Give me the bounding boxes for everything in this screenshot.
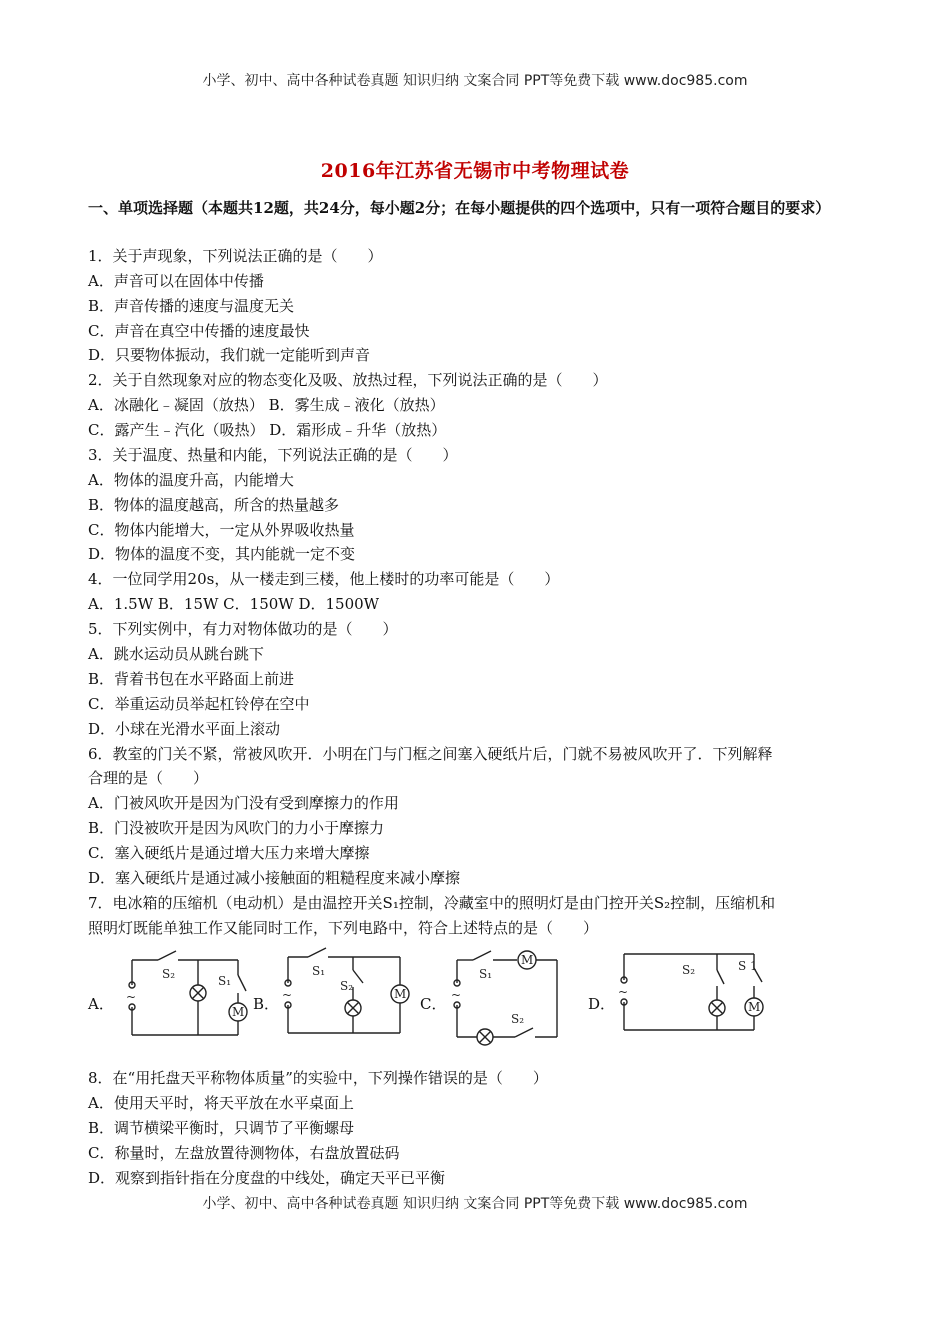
switch-label-s1-c: S₁ bbox=[479, 967, 493, 981]
page-footer: 小学、初中、高中各种试卷真题 知识归纳 文案合同 PPT等免费下载 www.doc985.com bbox=[202, 1196, 748, 1212]
q7-stem: 7．电冰箱的压缩机（电动机）是由温控开关S₁控制，冷藏室中的照明灯是由门控开关S₂控制，压缩机和 bbox=[88, 894, 776, 912]
q1-option-a: A．声音可以在固体中传播 bbox=[88, 272, 264, 290]
motor-label-b: M bbox=[394, 987, 407, 1001]
q5-option-c: C．举重运动员举起杠铃停在空中 bbox=[88, 695, 310, 713]
switch-label-s2-d: S₂ bbox=[682, 963, 696, 977]
q6-option-c: C．塞入硬纸片是通过增大压力来增大摩擦 bbox=[88, 844, 370, 862]
page-header: 小学、初中、高中各种试卷真题 知识归纳 文案合同 PPT等免费下载 www.doc985.com bbox=[202, 73, 748, 89]
q8-option-d: D．观察到指针指在分度盘的中线处，确定天平已平衡 bbox=[88, 1169, 446, 1187]
q8-option-c: C．称量时，左盘放置待测物体，右盘放置砝码 bbox=[88, 1144, 400, 1162]
q1-option-c: C．声音在真空中传播的速度最快 bbox=[88, 322, 310, 340]
switch-label-s1-d: S 1 bbox=[738, 959, 758, 973]
circuit-diagram-b bbox=[278, 945, 413, 1050]
circuit-label-c: C． bbox=[420, 995, 447, 1013]
circuit-diagram-a bbox=[118, 945, 253, 1050]
ac-source-symbol-d: ~ bbox=[618, 985, 629, 999]
section-heading: 一、单项选择题（本题共12题，共24分，每小题2分；在每小题提供的四个选项中，只有一项符合题目的要求） bbox=[88, 199, 831, 217]
motor-label-d: M bbox=[748, 1000, 761, 1014]
q1-option-d: D．只要物体振动，我们就一定能听到声音 bbox=[88, 346, 371, 364]
q3-stem: 3．关于温度、热量和内能，下列说法正确的是（ ） bbox=[88, 446, 458, 464]
switch-label-s2-c: S₂ bbox=[511, 1012, 525, 1026]
ac-source-symbol-c: ~ bbox=[451, 988, 462, 1002]
q5-option-d: D．小球在光滑水平面上滚动 bbox=[88, 720, 281, 738]
q3-option-c: C．物体内能增大，一定从外界吸收热量 bbox=[88, 521, 355, 539]
q6-option-d: D．塞入硬纸片是通过减小接触面的粗糙程度来减小摩擦 bbox=[88, 869, 461, 887]
switch-label-s2-a: S₂ bbox=[162, 967, 176, 981]
q4-options: A．1.5W B．15W C．150W D．1500W bbox=[88, 595, 380, 613]
switch-label-s1-a: S₁ bbox=[218, 974, 232, 988]
q6-option-b: B．门没被吹开是因为风吹门的力小于摩擦力 bbox=[88, 819, 385, 837]
circuit-label-d: D． bbox=[588, 995, 616, 1013]
q5-stem: 5．下列实例中，有力对物体做功的是（ ） bbox=[88, 620, 398, 638]
ac-source-symbol-a: ~ bbox=[126, 990, 137, 1004]
switch-label-s2-b: S₂ bbox=[340, 979, 354, 993]
circuit-diagram-d bbox=[612, 942, 772, 1047]
q6-stem: 6．教室的门关不紧，常被风吹开．小明在门与门框之间塞入硬纸片后，门就不易被风吹开了．下列解释 bbox=[88, 745, 773, 763]
q3-option-b: B．物体的温度越高，所含的热量越多 bbox=[88, 496, 340, 514]
exam-title: 2016年江苏省无锡市中考物理试卷 bbox=[320, 160, 630, 182]
q4-stem: 4．一位同学用20s，从一楼走到三楼，他上楼时的功率可能是（ ） bbox=[88, 570, 560, 588]
motor-label-c: M bbox=[521, 953, 534, 967]
q2-options-cd: C．露产生﹣汽化（吸热） D．霜形成﹣升华（放热） bbox=[88, 421, 447, 439]
ac-source-symbol-b: ~ bbox=[282, 988, 293, 1002]
switch-label-s1-b: S₁ bbox=[312, 964, 326, 978]
q7-stem-cont: 照明灯既能单独工作又能同时工作，下列电路中，符合上述特点的是（ ） bbox=[88, 919, 599, 937]
circuit-label-a: A． bbox=[88, 995, 114, 1013]
q5-option-b: B．背着书包在水平路面上前进 bbox=[88, 670, 295, 688]
q8-option-a: A．使用天平时，将天平放在水平桌面上 bbox=[88, 1094, 354, 1112]
circuit-diagram-c bbox=[445, 945, 580, 1050]
motor-label-a: M bbox=[232, 1005, 245, 1019]
q1-option-b: B．声音传播的速度与温度无关 bbox=[88, 297, 295, 315]
q2-stem: 2．关于自然现象对应的物态变化及吸、放热过程，下列说法正确的是（ ） bbox=[88, 371, 608, 389]
q5-option-a: A．跳水运动员从跳台跳下 bbox=[88, 645, 264, 663]
q3-option-d: D．物体的温度不变，其内能就一定不变 bbox=[88, 545, 356, 563]
q2-options-ab: A．冰融化﹣凝固（放热） B．雾生成﹣液化（放热） bbox=[88, 396, 445, 414]
q1-stem: 1．关于声现象，下列说法正确的是（ ） bbox=[88, 247, 383, 265]
q8-option-b: B．调节横梁平衡时，只调节了平衡螺母 bbox=[88, 1119, 355, 1137]
q6-option-a: A．门被风吹开是因为门没有受到摩擦力的作用 bbox=[88, 794, 399, 812]
q6-stem-cont: 合理的是（ ） bbox=[88, 769, 209, 787]
q8-stem: 8．在“用托盘天平称物体质量”的实验中，下列操作错误的是（ ） bbox=[88, 1069, 548, 1087]
q3-option-a: A．物体的温度升高，内能增大 bbox=[88, 471, 294, 489]
circuit-label-b: B． bbox=[253, 995, 280, 1013]
